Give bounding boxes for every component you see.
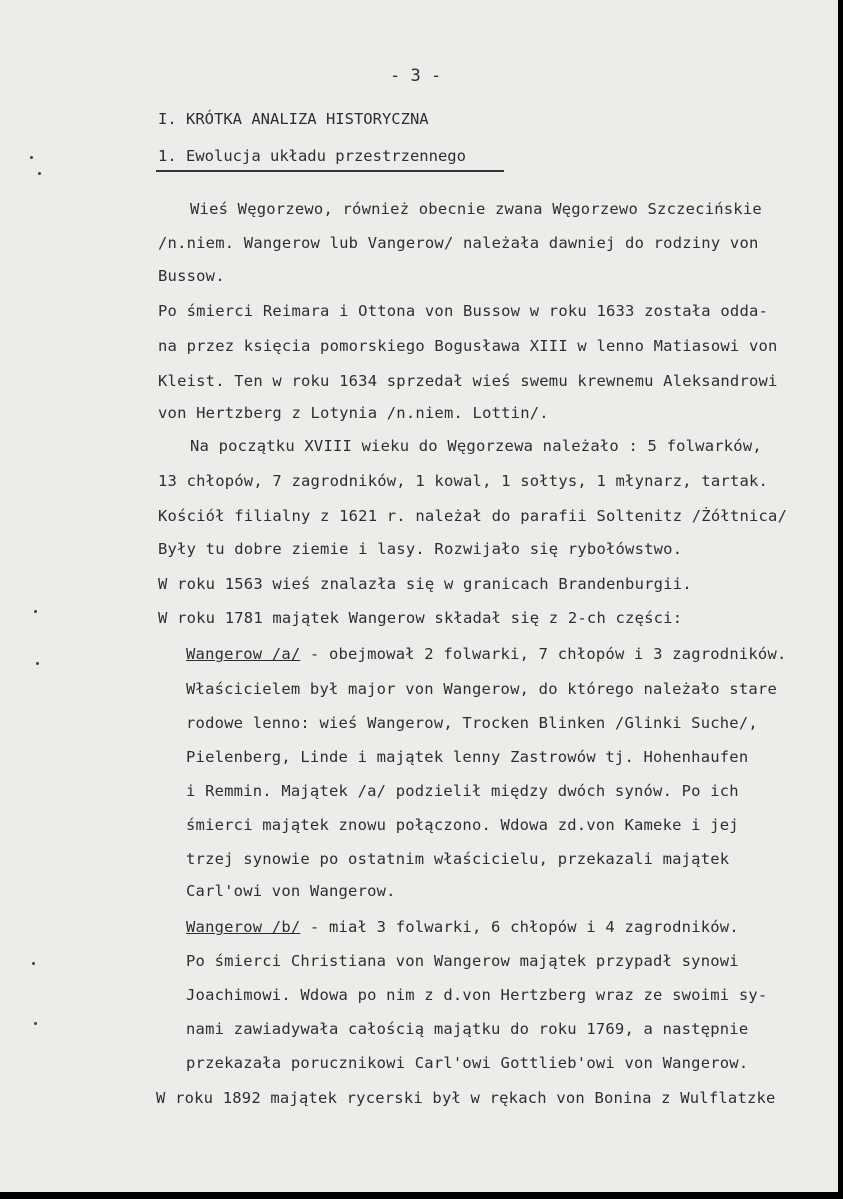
text-line: Po śmierci Christiana von Wangerow majątek przypadł synowi [186,952,739,970]
text-line: Na początku XVIII wieku do Węgorzewa należało : 5 folwarków, [190,437,762,455]
text-line: nami zawiadywała całością majątku do roku 1769, a następnie [186,1020,749,1038]
heading-underline [156,170,504,172]
text-line: W roku 1892 majątek rycerski był w rękach von Bonina z Wulflatzke [156,1089,776,1107]
estate-a-text: - obejmował 2 folwarki, 7 chłopów i 3 zagrodników. [300,645,787,663]
paper-speck [34,610,37,613]
text-line: trzej synowie po ostatnim właścicielu, przekazali majątek [186,850,730,868]
page-number: - 3 - [390,66,442,86]
text-line [186,645,787,663]
text-line: /n.niem. Wangerow lub Vangerow/ należała dawniej do rodziny von [158,234,759,252]
paper-speck [34,1022,37,1025]
text-line: Bussow. [158,267,225,285]
text-line: Wieś Węgorzewo, również obecnie zwana Węgorzewo Szczecińskie [190,200,762,218]
text-line: przekazała porucznikowi Carl'owi Gottlieb'owi von Wangerow. [186,1054,749,1072]
text-line: Carl'owi von Wangerow. [186,882,396,900]
text-line: Kleist. Ten w roku 1634 sprzedał wieś swemu krewnemu Aleksandrowi [158,372,778,390]
text-line [186,918,739,936]
text-line: i Remmin. Majątek /a/ podzielił między dwóch synów. Po ich [186,782,739,800]
text-line: Były tu dobre ziemie i lasy. Rozwijało się rybołówstwo. [158,540,683,558]
estate-a-label: Wangerow /a/ [186,645,301,663]
text-line: Pielenberg, Linde i majątek lenny Zastrowów tj. Hohenhaufen [186,748,749,766]
paper-speck [38,172,41,175]
text-line: Joachimowi. Wdowa po nim z d.von Hertzberg wraz ze swoimi sy- [186,986,768,1004]
paper-speck [30,156,33,159]
text-line: W roku 1563 wieś znalazła się w granicach Brandenburgii. [158,575,692,593]
text-line: rodowe lenno: wieś Wangerow, Trocken Blinken /Glinki Suche/, [186,714,758,732]
section-heading: I. KRÓTKA ANALIZA HISTORYCZNA [158,110,429,128]
text-line: Po śmierci Reimara i Ottona von Bussow w roku 1633 została odda- [158,302,769,320]
subsection-heading: 1. Ewolucja układu przestrzennego [158,147,466,165]
paper-speck [36,662,39,665]
text-line: von Hertzberg z Lotynia /n.niem. Lottin/. [158,404,549,422]
text-line: 13 chłopów, 7 zagrodników, 1 kowal, 1 sołtys, 1 młynarz, tartak. [158,472,769,490]
paper-speck [32,962,35,965]
text-line: na przez księcia pomorskiego Bogusława XIII w lenno Matiasowi von [158,337,778,355]
text-line: W roku 1781 majątek Wangerow składał się z 2-ch części: [158,609,683,627]
estate-b-text: - miał 3 folwarki, 6 chłopów i 4 zagrodników. [300,918,739,936]
text-line: śmierci majątek znowu połączono. Wdowa zd.von Kameke i jej [186,816,739,834]
estate-b-label: Wangerow /b/ [186,918,301,936]
text-line: Właścicielem był major von Wangerow, do którego należało stare [186,680,777,698]
text-line: Kościół filialny z 1621 r. należał do parafii Soltenitz /Żółtnica/ [158,507,788,525]
